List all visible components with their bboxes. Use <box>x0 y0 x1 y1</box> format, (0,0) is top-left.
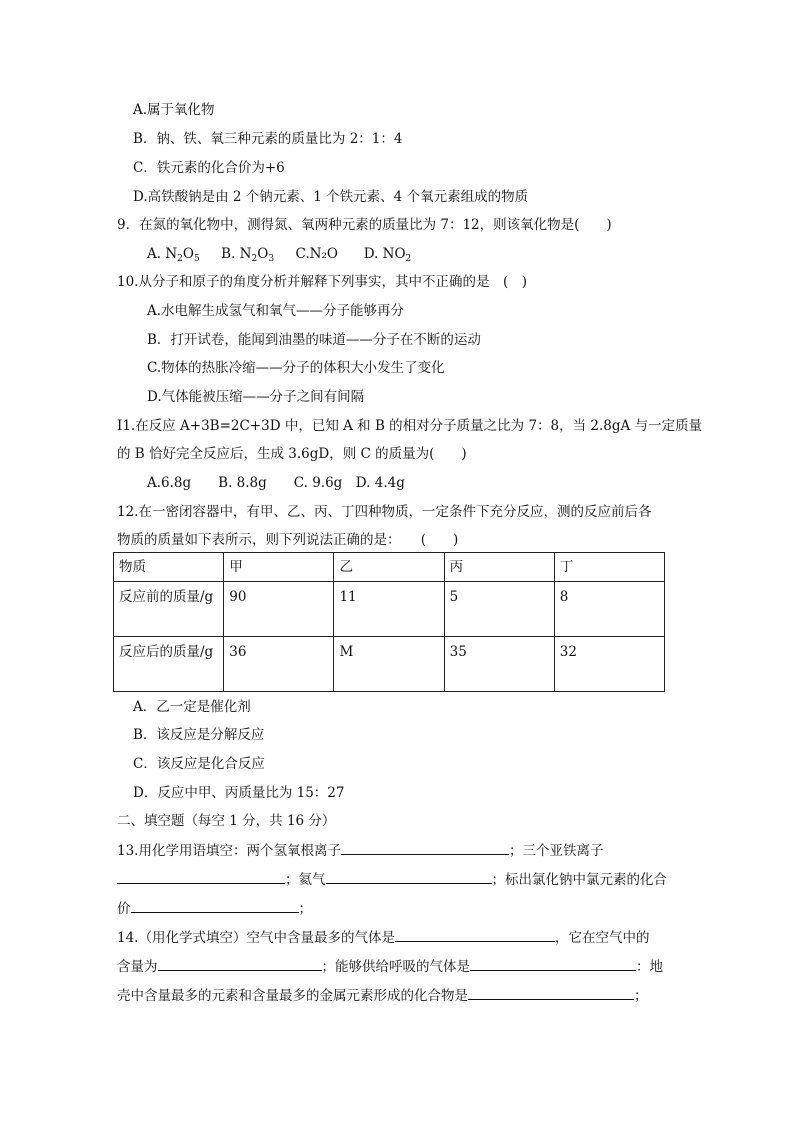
q10-option-c: C.物体的热胀冷缩——分子的体积大小发生了变化 <box>147 360 445 376</box>
q9-option-b: B. $N_2O_3$ <box>221 246 275 264</box>
q14-text: 壳中含量最多的元素和含量最多的金属元素形成的化合物是 <box>117 988 468 1004</box>
q12-stem-line1: 12.在一密闭容器中，有甲、乙、丙、丁四种物质，一定条件下充分反应，测的反应前后各 <box>117 504 652 520</box>
q13-text: ；标出氯化钠中氯元素的化合 <box>491 872 667 888</box>
q12-option-a: A．乙一定是催化剂 <box>133 699 251 715</box>
table-header-cell: 甲 <box>224 553 334 582</box>
q10-option-a: A.水电解生成氢气和氧气——分子能够再分 <box>147 303 405 319</box>
q13-text: ；氦气 <box>285 872 326 888</box>
q12-option-b: B．该反应是分解反应 <box>133 727 265 743</box>
answer-blank[interactable] <box>131 898 299 913</box>
q11-options: A.6.8g B. 8.8g C. 9.6g D. 4.4g <box>147 475 405 491</box>
q12-option-c: C．该反应是化合反应 <box>133 756 265 772</box>
table-cell: 反应前的质量/g <box>114 582 224 637</box>
table-row <box>114 637 665 692</box>
q13-text: ；三个亚铁离子 <box>508 843 604 859</box>
answer-blank[interactable] <box>158 956 322 971</box>
table-cell: 35 <box>444 637 554 692</box>
q11-stem-line1: I1.在反应 A+3B=2C+3D 中，已知 A 和 B 的相对分子质量之比为 7：8，当 2.8gA 与一定质量 <box>117 418 703 434</box>
table-row <box>114 582 665 637</box>
q10-option-d: D.气体能被压缩——分子之间有间隔 <box>147 389 365 405</box>
q12-option-d: D．反应中甲、丙质量比为 15：27 <box>133 785 345 801</box>
answer-blank[interactable] <box>395 927 555 942</box>
table-header-cell: 乙 <box>334 553 444 582</box>
q9-option-c: C.N₂O <box>295 246 338 262</box>
q13-line1 <box>117 840 603 861</box>
section-title: 二、填空题（每空 1 分，共 16 分） <box>117 813 336 829</box>
q14-line1 <box>117 927 649 948</box>
q14-text: 含量为 <box>117 959 158 975</box>
q14-line3 <box>117 985 648 1006</box>
answer-blank[interactable] <box>117 869 285 884</box>
table-cell: 5 <box>444 582 554 637</box>
q8-option-b: B．钠、铁、氧三种元素的质量比为 2：1：4 <box>133 131 403 147</box>
q10-option-b: B．打开试卷，能闻到油墨的味道——分子在不断的运动 <box>147 332 481 348</box>
q11-stem-line2: 的 B 恰好完全反应后，生成 3.6gD，则 C 的质量为( ) <box>117 446 467 462</box>
table-header-cell: 丙 <box>444 553 554 582</box>
q10-stem: 10.从分子和原子的角度分析并解释下列事实，其中不正确的是 ( ) <box>117 274 528 290</box>
q12-stem-line2: 物质的质量如下表所示，则下列说法正确的是： ( ) <box>117 532 459 548</box>
answer-blank[interactable] <box>341 840 509 855</box>
q14-line2 <box>117 956 663 977</box>
answer-blank[interactable] <box>468 985 634 1000</box>
table-cell: 36 <box>224 637 334 692</box>
table-cell: 8 <box>554 582 664 637</box>
q14-text: 14.（用化学式填空）空气中含量最多的气体是 <box>117 930 395 946</box>
q13-line2 <box>117 869 667 890</box>
q9-options <box>147 244 411 264</box>
answer-blank[interactable] <box>470 956 636 971</box>
table-cell: 90 <box>224 582 334 637</box>
q14-text: ，它在空气中的 <box>554 930 650 946</box>
table-cell: 11 <box>334 582 444 637</box>
table-header-cell: 丁 <box>554 553 664 582</box>
table-cell: M <box>334 637 444 692</box>
q14-text: ；能够供给呼吸的气体是 <box>321 959 470 975</box>
q13-text: ； <box>298 901 312 917</box>
q14-text: ：地 <box>636 959 663 975</box>
table-cell: 32 <box>554 637 664 692</box>
answer-blank[interactable] <box>326 869 492 884</box>
q8-option-a: A.属于氧化物 <box>133 102 215 118</box>
q13-line3 <box>117 898 312 919</box>
q12-mass-table <box>113 552 665 692</box>
table-header-cell: 物质 <box>114 553 224 582</box>
q9-option-d: D. $NO_2$ <box>363 246 412 264</box>
q13-text: 价 <box>117 901 131 917</box>
q8-option-d: D.高铁酸钠是由 2 个钠元素、1 个铁元素、4 个氧元素组成的物质 <box>133 189 529 205</box>
table-cell: 反应后的质量/g <box>114 637 224 692</box>
table-header-row <box>114 553 665 582</box>
q13-text: 13.用化学用语填空：两个氢氧根离子 <box>117 843 341 859</box>
q8-option-c: C．铁元素的化合价为+6 <box>133 160 285 176</box>
q9-stem: 9．在氮的氧化物中，测得氮、氧两种元素的质量比为 7：12，则该氧化物是( ) <box>117 217 612 233</box>
q9-option-a: A. $N_2O_5$ <box>147 246 200 264</box>
q14-text: ； <box>634 988 648 1004</box>
